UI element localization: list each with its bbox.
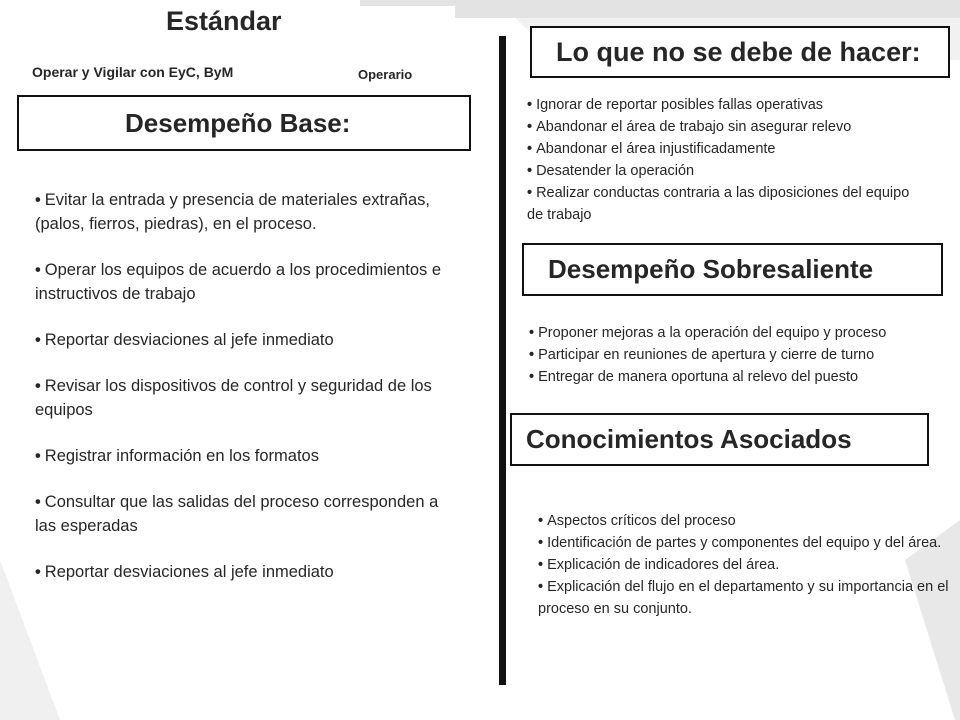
- list-item: • Realizar conductas contraria a las diposiciones del equipo de trabajo: [527, 185, 910, 223]
- outstanding-heading: Desempeño Sobresaliente: [548, 254, 874, 284]
- knowledge-heading-box: [510, 413, 929, 466]
- list-item: • Proponer mejoras a la operación del equipo y proceso: [529, 325, 887, 341]
- list-item: • Reportar desviaciones al jefe inmediato: [35, 563, 334, 581]
- list-item: • Registrar información en los formatos: [35, 447, 319, 465]
- list-item: • Consultar que las salidas del proceso corresponden a las esperadas: [35, 493, 439, 535]
- role-subtitle: Operario: [358, 67, 413, 82]
- list-item: • Operar los equipos de acuerdo a los procedimientos e instructivos de trabajo: [35, 261, 442, 303]
- knowledge-list: [538, 510, 953, 620]
- list-item: • Abandonar el área de trabajo sin asegurar relevo: [527, 119, 852, 135]
- list-item: • Identificación de partes y componentes del equipo y del área.: [538, 535, 942, 551]
- list-item: • Participar en reuniones de apertura y cierre de turno: [529, 347, 875, 363]
- list-item: • Explicación del flujo en el departamento y su importancia en el proceso en su conjunto.: [538, 579, 949, 617]
- outstanding-list: [529, 322, 957, 388]
- list-item: • Ignorar de reportar posibles fallas operativas: [527, 97, 824, 113]
- knowledge-heading: Conocimientos Asociados: [526, 424, 852, 454]
- list-item: • Abandonar el área injustificadamente: [527, 141, 776, 157]
- base-list: [35, 188, 455, 606]
- dont-list: [527, 94, 927, 226]
- process-subtitle: Operar y Vigilar con EyC, ByM: [32, 64, 234, 80]
- list-item: • Aspectos críticos del proceso: [538, 513, 736, 529]
- list-item: • Entregar de manera oportuna al relevo del puesto: [529, 369, 859, 385]
- outstanding-heading-box: [522, 243, 943, 296]
- column-divider: [499, 36, 506, 685]
- list-item: • Desatender la operación: [527, 163, 695, 179]
- base-heading: Desempeño Base:: [125, 107, 351, 138]
- dont-heading: Lo que no se debe de hacer:: [556, 36, 921, 67]
- list-item: • Explicación de indicadores del área.: [538, 557, 780, 573]
- list-item: • Evitar la entrada y presencia de materiales extrañas, (palos, fierros, piedras), en el proceso.: [35, 191, 430, 233]
- base-heading-box: [17, 95, 471, 151]
- dont-heading-box: [530, 26, 950, 78]
- list-item: • Reportar desviaciones al jefe inmediato: [35, 331, 334, 349]
- page-title: Estándar: [166, 6, 282, 36]
- list-item: • Revisar los dispositivos de control y seguridad de los equipos: [35, 377, 432, 419]
